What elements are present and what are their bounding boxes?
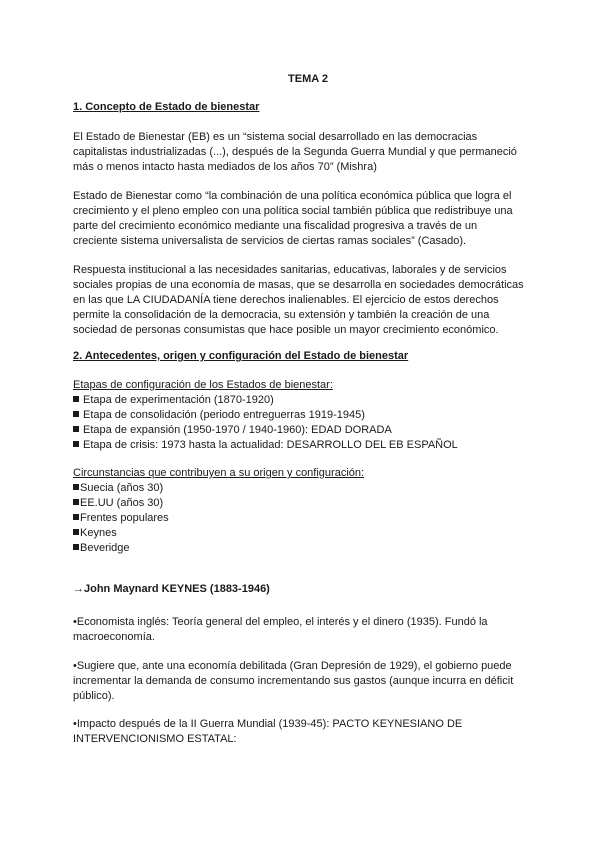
square-bullet-icon bbox=[73, 529, 79, 535]
etapas-title: Etapas de configuración de los Estados de bienestar: bbox=[73, 379, 333, 391]
text-line: más o menos intacto hasta mediados de los años 70” (Mishra) bbox=[73, 161, 377, 173]
list-item: Etapa de expansión (1950-1970 / 1940-1960): EDAD DORADA bbox=[73, 423, 458, 438]
square-bullet-icon bbox=[73, 544, 79, 550]
square-bullet-icon bbox=[73, 426, 79, 432]
text-line: •Economista inglés: Teoría general del empleo, el interés y el dinero (1935). Fundó la bbox=[73, 616, 488, 628]
circunstancias-title: Circunstancias que contribuyen a su origen y configuración: bbox=[73, 467, 365, 479]
text-line: capitalistas industrializadas (...), después de la Segunda Guerra Mundial y que permaneció bbox=[73, 146, 517, 158]
list-item: Beveridge bbox=[73, 541, 364, 556]
section1-paragraph-2 bbox=[73, 189, 538, 249]
text-line: Estado de Bienestar como “la combinación de una política económica pública que logra el bbox=[73, 190, 512, 202]
section1-paragraph-3 bbox=[73, 263, 538, 338]
section1-paragraph-1 bbox=[73, 130, 538, 175]
text-line: Respuesta institucional a las necesidades sanitarias, educativas, laborales y de servicios bbox=[73, 264, 507, 276]
list-item: Frentes populares bbox=[73, 511, 364, 526]
text-line: público). bbox=[73, 690, 115, 702]
list-item: Etapa de consolidación (periodo entreguerras 1919-1945) bbox=[73, 408, 458, 423]
text-line: parte del crecimiento económico mediante una fiscalidad progresiva a través de un bbox=[73, 220, 478, 232]
page-title: TEMA 2 bbox=[288, 73, 328, 85]
list-item: Keynes bbox=[73, 526, 364, 541]
text-line: en las que LA CIUDADANÍA tiene derechos inalienables. El ejercicio de estos derechos bbox=[73, 294, 499, 306]
square-bullet-icon bbox=[73, 514, 79, 520]
square-bullet-icon bbox=[73, 441, 79, 447]
text-line: INTERVENCIONISMO ESTATAL: bbox=[73, 733, 237, 745]
list-item: Etapa de experimentación (1870-1920) bbox=[73, 393, 458, 408]
list-item: Suecia (años 30) bbox=[73, 481, 364, 496]
square-bullet-icon bbox=[73, 396, 79, 402]
keynes-bullet-3 bbox=[73, 717, 538, 747]
circunstancias-list bbox=[73, 466, 364, 556]
section1-heading: 1. Concepto de Estado de bienestar bbox=[73, 101, 260, 113]
text-line: permite la consolidación de la democracia, su extensión y también la creación de una bbox=[73, 309, 490, 321]
text-line: •Sugiere que, ante una economía debilitada (Gran Depresión de 1929), el gobierno puede bbox=[73, 660, 512, 672]
list-item: Etapa de crisis: 1973 hasta la actualidad: DESARROLLO DEL EB ESPAÑOL bbox=[73, 438, 458, 453]
keynes-heading: →John Maynard KEYNES (1883-1946) bbox=[73, 583, 270, 595]
square-bullet-icon bbox=[73, 484, 79, 490]
text-line: creciente sistema universalista de servicios de ciertas ramas sociales” (Casado). bbox=[73, 235, 467, 247]
text-line: incrementar la demanda de consumo incrementando sus gastos (aunque incurra en déficit bbox=[73, 675, 514, 687]
keynes-bullet-2 bbox=[73, 659, 538, 704]
list-item: EE.UU (años 30) bbox=[73, 496, 364, 511]
keynes-bullet-1 bbox=[73, 615, 538, 645]
text-line: crecimiento y el pleno empleo con una política social también pública que redistribuye una bbox=[73, 205, 513, 217]
text-line: El Estado de Bienestar (EB) es un “sistema social desarrollado en las democracias bbox=[73, 131, 478, 143]
text-line: sociales propias de una economía de masas, que se desarrolla en sociedades democráticas bbox=[73, 279, 524, 291]
text-line: macroeconomía. bbox=[73, 631, 155, 643]
square-bullet-icon bbox=[73, 499, 79, 505]
etapas-list bbox=[73, 378, 458, 453]
text-line: sociedad de personas consumistas que hace posible un mayor crecimiento económico. bbox=[73, 324, 499, 336]
square-bullet-icon bbox=[73, 411, 79, 417]
text-line: •Impacto después de la II Guerra Mundial (1939-45): PACTO KEYNESIANO DE bbox=[73, 718, 463, 730]
section2-heading: 2. Antecedentes, origen y configuración del Estado de bienestar bbox=[73, 350, 409, 362]
